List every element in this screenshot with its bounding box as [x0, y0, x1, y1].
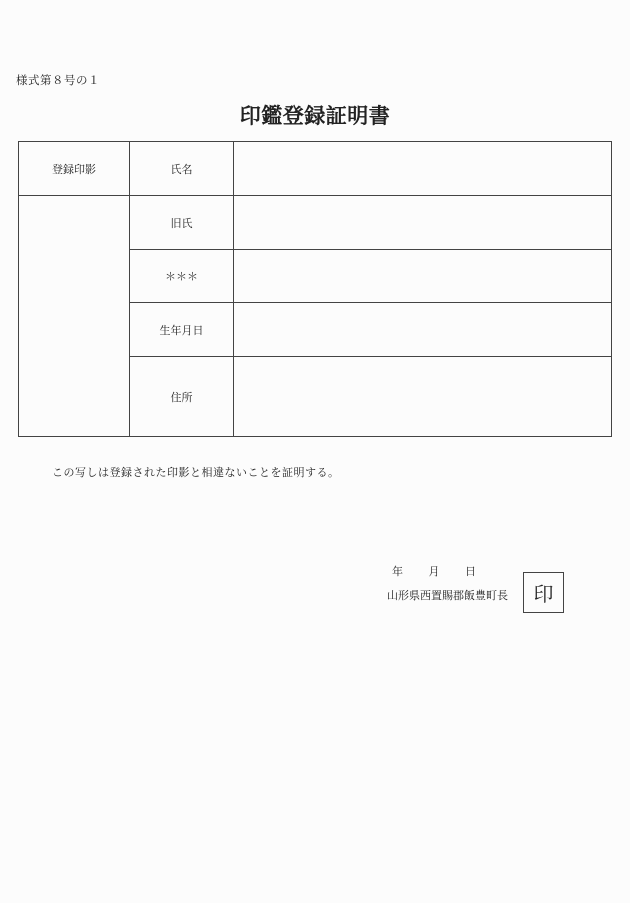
day-label: 日 [465, 565, 476, 578]
page-title: 印鑑登録証明書 [239, 103, 391, 128]
certificate-table [18, 141, 612, 437]
former-surname-value [234, 196, 612, 250]
table-row [19, 142, 612, 196]
address-label: 住所 [130, 357, 234, 437]
issue-date [392, 563, 476, 579]
name-label: 氏名 [130, 142, 234, 196]
issuer-name: 山形県西置賜郡飯豊町長 [387, 589, 508, 602]
address-value [234, 357, 612, 437]
name-value [234, 142, 612, 196]
seal-impression-area [19, 196, 130, 437]
birthdate-value [234, 303, 612, 357]
month-label: 月 [428, 565, 440, 578]
masked-value [234, 250, 612, 303]
certification-statement: この写しは登録された印影と相違ないことを証明する。 [52, 466, 340, 479]
seal-char: 印 [533, 582, 554, 606]
former-surname-label: 旧氏 [130, 196, 234, 250]
seal-impression-label: 登録印影 [19, 142, 130, 196]
official-seal-box [523, 572, 564, 613]
year-label: 年 [392, 565, 403, 578]
birthdate-label: 生年月日 [130, 303, 234, 357]
masked-label: ＊＊＊ [130, 250, 234, 303]
form-number: 様式第８号の１ [16, 73, 100, 87]
table-row [19, 196, 612, 250]
